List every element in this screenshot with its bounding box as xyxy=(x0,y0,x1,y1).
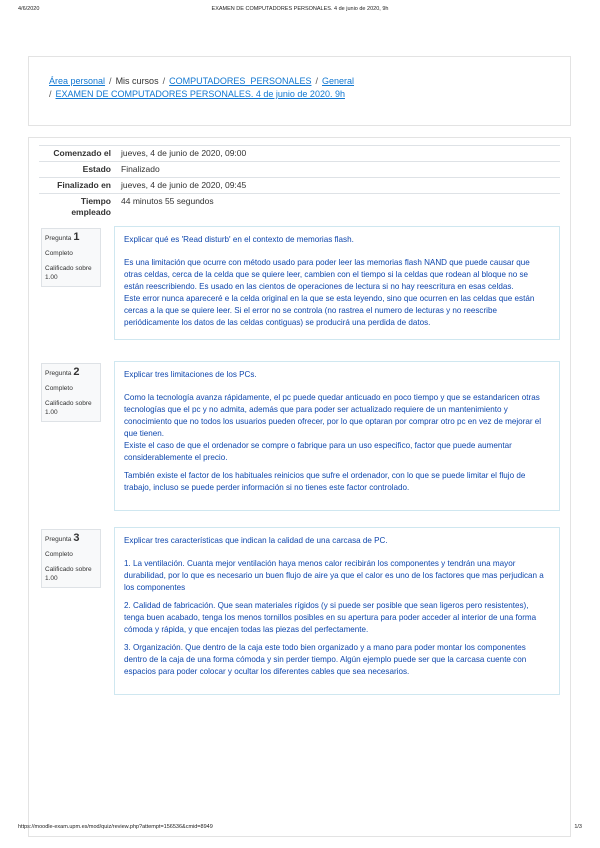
question-grade-label: Calificado sobre xyxy=(45,265,92,272)
print-url: https://moodle-exam.upm.es/mod/quiz/review.php?attempt=156536&cmid=8949 xyxy=(18,824,213,830)
question-grade-label: Calificado sobre xyxy=(45,400,92,407)
question-info xyxy=(41,363,101,422)
summary-label-line: empleado xyxy=(71,207,111,217)
question-prompt: Explicar qué es 'Read disturb' en el contexto de memorias flash. xyxy=(124,235,354,244)
question-number xyxy=(45,233,97,243)
summary-label: Finalizado en xyxy=(39,178,117,194)
answer-paragraph: También existe el factor de los habituales reinicios que sufre el ordenador, con lo que se puede limitar el flujo de trabajo, incluso se puede perder información si no tienes este factor controlado. xyxy=(124,471,526,492)
question-status: Completo xyxy=(45,250,73,257)
breadcrumb-mis-cursos: Mis cursos xyxy=(115,76,159,86)
question-number-value: 3 xyxy=(73,532,80,544)
print-header xyxy=(18,6,582,16)
breadcrumb xyxy=(28,56,571,126)
attempt-summary-table xyxy=(39,145,560,220)
question-number-value: 2 xyxy=(73,366,80,378)
summary-value: jueves, 4 de junio de 2020, 09:00 xyxy=(117,146,560,162)
summary-row xyxy=(39,146,560,162)
breadcrumb-course[interactable]: COMPUTADORES_PERSONALES xyxy=(169,76,312,86)
answer-paragraph: 2. Calidad de fabricación. Que sean materiales rígidos (y si puede ser posible que sean ligeros pero resistentes), tenga buen acabado, tenga los menos tornillos posibles en su apertura para poder acceder al interior de una forma cómoda y rápida, y que encajen todas las piezas del perfectamente. xyxy=(124,601,537,634)
print-title: EXAMEN DE COMPUTADORES PERSONALES. 4 de junio de 2020, 9h xyxy=(211,6,389,12)
question-info xyxy=(41,529,101,588)
question-prompt: Explicar tres limitaciones de los PCs. xyxy=(124,370,257,379)
breadcrumb-general[interactable]: General xyxy=(321,76,355,86)
summary-value: jueves, 4 de junio de 2020, 09:45 xyxy=(117,178,560,194)
answer-paragraph: Es una limitación que ocurre con método usado para poder leer las memorias flash NAND que puede causar que otras celdas, cerca de la celda que se quiere leer, cambien con el tiempo si la celdas que rodean al bloque no se están reescribiendo. Es usado en las cientos de operaciones de lectura si no hay reescritura en esas celdas. xyxy=(124,258,530,291)
summary-label: Comenzado el xyxy=(39,146,117,162)
question-prefix: Pregunta xyxy=(45,370,72,377)
question-info xyxy=(41,228,101,287)
question-prefix: Pregunta xyxy=(45,235,72,242)
breadcrumb-separator: / xyxy=(49,89,52,99)
question-number-value: 1 xyxy=(73,231,80,243)
summary-label-line: Tiempo xyxy=(80,196,111,206)
answer-paragraph: Este error nunca apareceré e la celda original en la que se esta leyendo, sino que ocurren en las celdas que están cercas a la que se quiere leer. Si el error no se controla (no rastrea el numero de lecturas y no reescribe periódicamente los datos de las celdas contiguas) se producirá una perdida de datos. xyxy=(124,294,535,327)
question-content xyxy=(114,226,560,340)
question-number xyxy=(45,534,97,544)
question-content xyxy=(114,361,560,511)
breadcrumb-exam[interactable]: EXAMEN DE COMPUTADORES PERSONALES. 4 de junio de 2020. 9h xyxy=(55,89,345,99)
print-footer xyxy=(18,824,582,834)
print-date: 4/6/2020 xyxy=(18,6,40,12)
question-grade-value: 1.00 xyxy=(45,274,58,281)
summary-row xyxy=(39,162,560,178)
question-prefix: Pregunta xyxy=(45,536,72,543)
question-grade-label: Calificado sobre xyxy=(45,566,92,573)
print-page-number: 1/3 xyxy=(574,824,582,830)
breadcrumb-separator: / xyxy=(315,76,318,86)
question-status: Completo xyxy=(45,551,73,558)
breadcrumb-area-personal[interactable]: Área personal xyxy=(49,76,106,86)
summary-row xyxy=(39,178,560,194)
summary-label xyxy=(39,194,117,221)
question-grade-value: 1.00 xyxy=(45,575,58,582)
question-prompt: Explicar tres características que indican la calidad de una carcasa de PC. xyxy=(124,536,388,545)
summary-label: Estado xyxy=(39,162,117,178)
question-status: Completo xyxy=(45,385,73,392)
quiz-review xyxy=(28,137,571,837)
answer-paragraph: 1. La ventilación. Cuanta mejor ventilación haya menos calor recibirán los componentes y tendrán una mayor durabilidad, por lo que es necesario un buen flujo de aire ya que el calor es uno de los factores que mas perjudican a los componentes xyxy=(124,559,544,592)
breadcrumb-separator: / xyxy=(109,76,112,86)
breadcrumb-separator: / xyxy=(162,76,166,86)
answer-paragraph: Como la tecnología avanza rápidamente, el pc puede quedar anticuado en poco tiempo y que se estandaricen otras tecnologías que el pc y no admita, además que para poder ser actualizado requiere de un mantenimiento y conocimiento que no todos los usuarios pueden ofrecer, por lo que optaran por comprar otro pc en vez de mejorar el que tienen. xyxy=(124,393,542,438)
summary-row xyxy=(39,194,560,221)
question-number xyxy=(45,368,97,378)
question-grade-value: 1.00 xyxy=(45,409,58,416)
summary-value: Finalizado xyxy=(117,162,560,178)
answer-paragraph: Existe el caso de que el ordenador se compre o fabrique para un uso especifico, factor que puede aumentar considerablemente el precio. xyxy=(124,441,512,462)
question-content xyxy=(114,527,560,695)
answer-paragraph: 3. Organización. Que dentro de la caja este todo bien organizado y a mano para poder montar los componentes dentro de la caja de una forma cómoda y sin perder tiempo. Algún ejemplo puede ser que la carcasa cuente con espacios para poder colocar y ocultar los diferentes cables que sea necesarios. xyxy=(124,643,527,676)
summary-value: 44 minutos 55 segundos xyxy=(121,196,214,206)
